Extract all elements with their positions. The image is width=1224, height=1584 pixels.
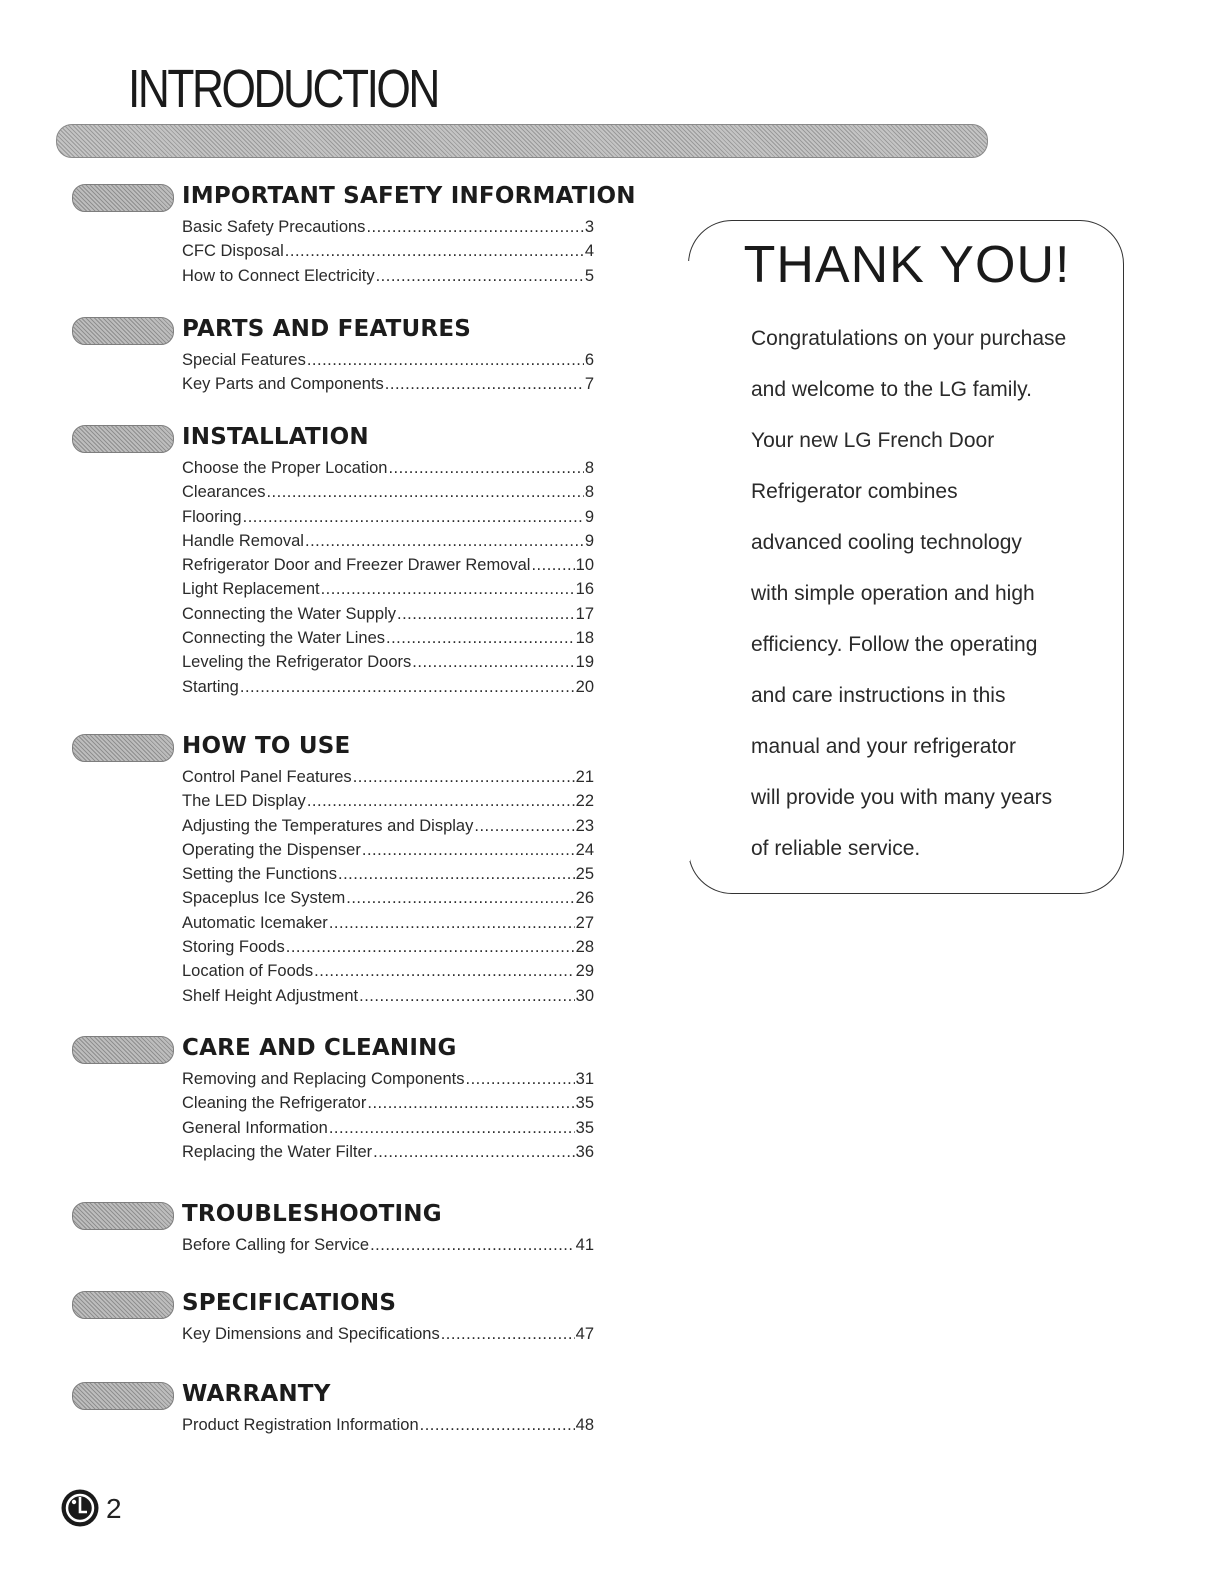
toc-entry (182, 556, 594, 580)
section-marker (72, 184, 174, 212)
page-title: INTRODUCTION (128, 59, 438, 119)
toc-dot-leader (388, 459, 583, 478)
toc-entry (182, 1070, 594, 1094)
toc-entry-page: 10 (575, 556, 594, 575)
toc-entry-page: 27 (575, 913, 594, 932)
section-heading: CARE AND CLEANING (182, 1035, 457, 1061)
toc-entry-title: Adjusting the Temperatures and Display (182, 816, 474, 835)
section-entries (182, 351, 594, 400)
section-marker (72, 1036, 174, 1064)
toc-entry-page: 35 (575, 1118, 594, 1137)
toc-entry (182, 351, 594, 375)
section-marker (72, 734, 174, 762)
toc-dot-leader (307, 351, 584, 370)
toc-entry-title: Connecting the Water Supply (182, 604, 397, 623)
toc-entry (182, 508, 594, 532)
toc-entry-title: Connecting the Water Lines (182, 629, 386, 648)
toc-entry (182, 1325, 594, 1349)
toc-dot-leader (441, 1325, 575, 1344)
toc-entry-title: How to Connect Electricity (182, 266, 375, 285)
toc-entry-page: 19 (575, 653, 594, 672)
section-heading: INSTALLATION (182, 424, 369, 450)
toc-entry-title: Product Registration Information (182, 1416, 419, 1434)
toc-dot-leader (376, 267, 584, 286)
toc-entry-title: Refrigerator Door and Freezer Drawer Removal (182, 556, 531, 575)
toc-dot-leader (321, 580, 575, 599)
toc-dot-leader (466, 1070, 575, 1089)
toc-entry (182, 889, 594, 913)
section-heading: TROUBLESHOOTING (182, 1201, 442, 1227)
toc-entry-page: 9 (584, 507, 594, 526)
toc-dot-leader (346, 889, 574, 908)
toc-entry (182, 1416, 594, 1440)
thank-you-line: manual and your refrigerator (751, 735, 1016, 758)
toc-entry-page: 41 (575, 1236, 594, 1254)
section-heading: PARTS AND FEATURES (182, 316, 472, 342)
toc-entry-page: 8 (584, 459, 594, 477)
toc-entry-page: 47 (575, 1325, 594, 1343)
thank-you-title: THANK YOU! (743, 236, 1071, 294)
toc-entry-title: The LED Display (182, 792, 306, 811)
toc-dot-leader (366, 218, 583, 237)
toc-entry-title: Special Features (182, 351, 306, 369)
toc-entry-title: Light Replacement (182, 580, 320, 599)
toc-dot-leader (412, 653, 574, 672)
section-heading: WARRANTY (182, 1381, 331, 1407)
toc-entry (182, 1094, 594, 1118)
section-marker (72, 1382, 174, 1410)
toc-entry-title: Spaceplus Ice System (182, 889, 346, 908)
toc-entry-page: 35 (575, 1094, 594, 1113)
toc-dot-leader (305, 532, 584, 551)
thank-you-line: efficiency. Follow the operating (751, 633, 1038, 656)
toc-entry (182, 678, 594, 702)
section-marker (72, 317, 174, 345)
thank-you-line: and care instructions in this (751, 684, 1006, 707)
toc-entry-page: 4 (584, 242, 594, 261)
toc-entry-title: Control Panel Features (182, 768, 352, 786)
toc-entry (182, 653, 594, 677)
section-entries (182, 1325, 594, 1349)
toc-entry-title: Setting the Functions (182, 865, 338, 884)
toc-entry-title: Before Calling for Service (182, 1236, 370, 1254)
toc-entry-title: Basic Safety Precautions (182, 218, 366, 236)
toc-entry-page: 29 (575, 962, 594, 981)
toc-entry-title: Leveling the Refrigerator Doors (182, 653, 412, 672)
toc-entry-title: Operating the Dispenser (182, 840, 361, 859)
toc-entry-title: Automatic Icemaker (182, 913, 328, 932)
toc-entry-title: Key Dimensions and Specifications (182, 1325, 440, 1343)
toc-dot-leader (386, 629, 575, 648)
toc-entry-page: 28 (575, 938, 594, 957)
section-entries (182, 1070, 594, 1167)
toc-entry-page: 22 (575, 792, 594, 811)
toc-entry-page: 16 (575, 580, 594, 599)
toc-entry (182, 580, 594, 604)
thank-you-message (751, 313, 1066, 874)
section-entries (182, 1236, 594, 1260)
toc-entry-title: Storing Foods (182, 938, 285, 957)
thank-you-line: advanced cooling technology (751, 531, 1022, 554)
toc-entry-page: 21 (575, 768, 594, 786)
toc-entry-title: Flooring (182, 507, 242, 526)
toc-entry (182, 459, 594, 483)
toc-entry (182, 1143, 594, 1167)
toc-entry-title: Starting (182, 677, 239, 696)
toc-entry (182, 629, 594, 653)
thank-you-line: with simple operation and high (751, 582, 1035, 605)
toc-entry (182, 914, 594, 938)
toc-dot-leader (359, 987, 575, 1006)
thank-you-line: and welcome to the LG family. (751, 378, 1032, 401)
toc-entry-page: 25 (575, 865, 594, 884)
toc-dot-leader (286, 938, 575, 957)
toc-entry (182, 605, 594, 629)
toc-entry (182, 1236, 594, 1260)
toc-dot-leader (373, 1143, 575, 1162)
section-entries (182, 1416, 594, 1440)
toc-entry-page: 36 (575, 1142, 594, 1161)
toc-entry (182, 532, 594, 556)
toc-dot-leader (474, 817, 574, 836)
toc-dot-leader (385, 375, 584, 394)
toc-dot-leader (285, 242, 584, 261)
section-heading: SPECIFICATIONS (182, 1290, 397, 1316)
thank-you-box (688, 220, 1124, 894)
title-bar (56, 124, 988, 158)
toc-dot-leader (243, 508, 584, 527)
toc-dot-leader (338, 865, 575, 884)
section-heading: IMPORTANT SAFETY INFORMATION (182, 183, 636, 209)
section-marker (72, 1291, 174, 1319)
toc-dot-leader (307, 792, 575, 811)
toc-entry-page: 30 (575, 986, 594, 1005)
toc-dot-leader (240, 678, 575, 697)
toc-entry-page: 5 (584, 266, 594, 285)
toc-entry (182, 962, 594, 986)
toc-dot-leader (370, 1236, 575, 1255)
toc-dot-leader (314, 962, 574, 981)
section-entries (182, 459, 594, 702)
section-heading: HOW TO USE (182, 733, 351, 759)
toc-dot-leader (362, 841, 575, 860)
toc-entry-title: Removing and Replacing Components (182, 1070, 465, 1088)
toc-dot-leader (420, 1416, 575, 1435)
toc-entry (182, 218, 594, 242)
toc-entry-title: Clearances (182, 483, 266, 502)
toc-entry-page: 26 (575, 889, 594, 908)
lg-logo-icon (60, 1488, 100, 1528)
toc-entry-title: Replacing the Water Filter (182, 1142, 373, 1161)
toc-entry-title: Key Parts and Components (182, 375, 384, 394)
toc-entry (182, 242, 594, 266)
toc-entry-title: Handle Removal (182, 531, 304, 550)
thank-you-line: of reliable service. (751, 837, 921, 860)
toc-entry (182, 865, 594, 889)
thank-you-line: will provide you with many years (751, 786, 1053, 809)
toc-entry-page: 3 (584, 218, 594, 236)
toc-entry-page: 7 (584, 375, 594, 394)
toc-entry (182, 768, 594, 792)
toc-dot-leader (329, 1119, 575, 1138)
toc-entry-title: Choose the Proper Location (182, 459, 388, 477)
toc-entry-page: 23 (575, 816, 594, 835)
section-marker (72, 1202, 174, 1230)
toc-entry-page: 8 (584, 483, 594, 502)
toc-entry (182, 817, 594, 841)
toc-entry (182, 987, 594, 1011)
toc-dot-leader (329, 914, 575, 933)
toc-dot-leader (266, 483, 583, 502)
toc-dot-leader (397, 605, 575, 624)
toc-entry-page: 6 (584, 351, 594, 369)
toc-entry-title: General Information (182, 1118, 328, 1137)
thank-you-line: Your new LG French Door (751, 429, 995, 452)
toc-entry-title: Location of Foods (182, 962, 314, 981)
section-entries (182, 218, 594, 291)
toc-entry-title: CFC Disposal (182, 242, 284, 261)
toc-entry (182, 267, 594, 291)
toc-entry-page: 48 (575, 1416, 594, 1434)
thank-you-line: Congratulations on your purchase (751, 327, 1067, 350)
toc-entry-page: 17 (575, 604, 594, 623)
toc-entry-title: Cleaning the Refrigerator (182, 1094, 367, 1113)
toc-entry-page: 20 (575, 677, 594, 696)
toc-dot-leader (367, 1094, 574, 1113)
toc-entry-title: Shelf Height Adjustment (182, 986, 359, 1005)
toc-entry-page: 9 (584, 531, 594, 550)
toc-dot-leader (531, 556, 574, 575)
toc-dot-leader (353, 768, 575, 787)
page-number: 2 (106, 1493, 122, 1524)
toc-entry-page: 24 (575, 840, 594, 859)
toc-entry (182, 792, 594, 816)
toc-entry (182, 938, 594, 962)
toc-entry-page: 18 (575, 629, 594, 648)
toc-entry (182, 1119, 594, 1143)
section-marker (72, 425, 174, 453)
toc-entry (182, 841, 594, 865)
toc-entry (182, 483, 594, 507)
section-entries (182, 768, 594, 1011)
toc-entry-page: 31 (575, 1070, 594, 1088)
toc-entry (182, 375, 594, 399)
thank-you-line: Refrigerator combines (751, 480, 958, 503)
